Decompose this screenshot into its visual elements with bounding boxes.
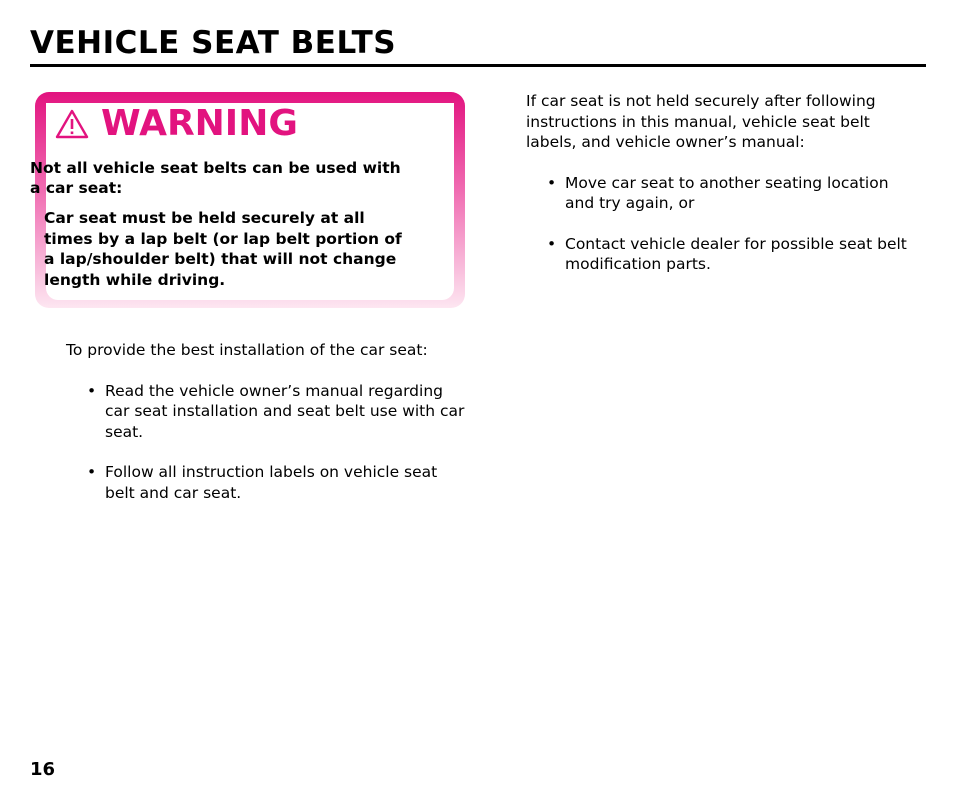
title-rule bbox=[30, 64, 926, 67]
bullet-icon: • bbox=[87, 381, 97, 400]
list-item-text: Contact vehicle dealer for possible seat belt modification parts. bbox=[565, 234, 907, 273]
warning-heading: WARNING bbox=[101, 103, 298, 144]
right-intro: If car seat is not held securely after following instructions in this manual, vehicle seat belt labels, and vehicle owner’s manual: bbox=[526, 92, 876, 151]
list-item-text: Read the vehicle owner’s manual regarding car seat installation and seat belt use with car seat. bbox=[105, 381, 465, 441]
list-item bbox=[66, 462, 466, 503]
list-item bbox=[66, 381, 466, 443]
page-number: 16 bbox=[30, 759, 56, 780]
list-item bbox=[526, 234, 916, 275]
warning-header bbox=[55, 104, 298, 144]
page-title: VEHICLE SEAT BELTS bbox=[30, 25, 397, 61]
left-column bbox=[66, 340, 466, 503]
warning-triangle-icon bbox=[55, 109, 89, 139]
list-item bbox=[526, 173, 916, 214]
left-bullet-list bbox=[66, 381, 466, 504]
warning-body-text: Car seat must be held securely at all times by a lap belt (or lap belt portion of a lap/shoulder belt) that will not change length while driving. bbox=[44, 209, 402, 289]
list-item-text: Move car seat to another seating location and try again, or bbox=[565, 173, 889, 212]
bullet-icon: • bbox=[547, 173, 557, 192]
left-intro: To provide the best installation of the car seat: bbox=[66, 341, 428, 359]
warning-lead-text: Not all vehicle seat belts can be used with a car seat: bbox=[30, 159, 401, 197]
right-bullet-list bbox=[526, 173, 916, 275]
bullet-icon: • bbox=[87, 463, 97, 481]
list-item-text: Follow all instruction labels on vehicle seat belt and car seat. bbox=[105, 463, 438, 502]
bullet-icon: • bbox=[547, 234, 557, 253]
right-column bbox=[526, 91, 916, 275]
